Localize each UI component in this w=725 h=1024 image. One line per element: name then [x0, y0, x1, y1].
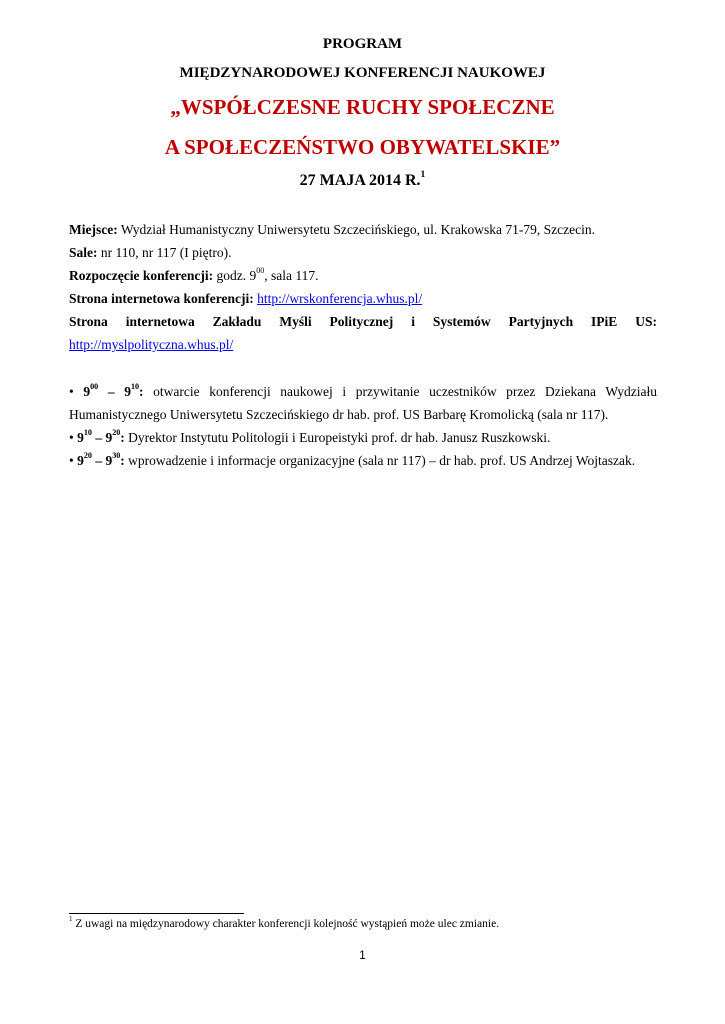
time-hour: 9 [105, 430, 113, 445]
time-hour: 9 [77, 453, 84, 468]
bullet: • [69, 384, 74, 399]
website-label: Strona internetowa konferencji: [69, 291, 254, 306]
time-colon: : [120, 453, 125, 468]
schedule-item-3-text: wprowadzenie i informacje organizacyjne (sala nr 117) – dr hab. prof. US Andrzej Wojtaszak. [124, 453, 636, 468]
rooms-line [69, 241, 657, 264]
start-value-pre: godz. 9 [213, 268, 257, 283]
time-sep: – [98, 384, 125, 399]
time-colon: : [120, 430, 125, 445]
time-minute: 10 [83, 428, 92, 438]
start-value-post: , sala 117. [264, 268, 319, 283]
program-heading: PROGRAM [322, 36, 403, 52]
schedule-item-1-line2: Humanistycznego Uniwersytetu Szczecińskiego dr hab. prof. US Barbarę Kromolicką (sala nr 117). [69, 407, 609, 422]
schedule-item-2-text: Dyrektor Instytutu Politologii i Europeistyki prof. dr hab. Janusz Ruszkowski. [124, 430, 551, 445]
time-hour: 9 [77, 430, 84, 445]
schedule-item-1-time [83, 384, 143, 399]
dept-line [69, 310, 657, 333]
schedule-item-2 [69, 426, 657, 449]
start-line [69, 264, 657, 287]
conference-title-line1: „WSPÓŁCZESNE RUCHY SPOŁECZNE [170, 95, 555, 119]
place-label: Miejsce: [69, 222, 118, 237]
date-text: 27 MAJA 2014 R. [299, 172, 421, 189]
time-colon: : [139, 384, 144, 399]
website-line [69, 287, 657, 310]
info-section [69, 218, 657, 356]
bullet: • [69, 453, 74, 468]
conference-date [0, 169, 725, 190]
rooms-label: Sale: [69, 245, 98, 260]
page-number: 1 [359, 948, 366, 962]
time-minute: 20 [83, 451, 92, 461]
schedule-item-3-time [77, 453, 125, 468]
time-hour: 9 [83, 384, 91, 399]
start-value-sup: 00 [256, 266, 265, 276]
time-hour: 9 [105, 453, 113, 468]
footnote-ref[interactable]: 1 [420, 169, 426, 181]
schedule-item-3 [69, 449, 657, 472]
place-value: Wydział Humanistyczny Uniwersytetu Szczecińskiego, ul. Krakowska 71-79, Szczecin. [117, 222, 596, 237]
dept-link[interactable]: http://myslpolityczna.whus.pl/ [69, 337, 234, 352]
dept-label: Strona internetowa Zakładu Myśli Politycznej i Systemów Partyjnych IPiE US: [69, 314, 657, 329]
conference-title-line2: A SPOŁECZEŃSTWO OBYWATELSKIE” [164, 135, 561, 159]
conference-heading: MIĘDZYNARODOWEJ KONFERENCJI NAUKOWEJ [179, 65, 546, 81]
bullet: • [69, 430, 74, 445]
footnote-divider [69, 913, 244, 914]
schedule-item-1-line1 [69, 380, 657, 403]
footnote-text: Z uwagi na międzynarodowy charakter konferencji kolejność wystąpień może ulec zmianie. [72, 918, 500, 930]
time-minute: 00 [90, 382, 99, 392]
schedule-item-1-text: otwarcie konferencji naukowej i przywitanie uczestników przez Dziekana Wydziału [143, 384, 658, 399]
start-label: Rozpoczęcie konferencji: [69, 268, 214, 283]
time-hour: 9 [124, 384, 131, 399]
time-minute: 10 [130, 382, 140, 392]
website-link[interactable]: http://wrskonferencja.whus.pl/ [257, 291, 423, 306]
time-minute: 20 [112, 428, 121, 438]
time-minute: 30 [112, 451, 121, 461]
schedule-section [69, 380, 657, 472]
dept-url-line [69, 333, 657, 356]
place-line [69, 218, 657, 241]
footnote-marker: 1 [69, 916, 73, 924]
time-sep: – [91, 453, 106, 468]
footnote [69, 918, 499, 930]
time-sep: – [91, 430, 106, 445]
rooms-value: nr 110, nr 117 (I piętro). [97, 245, 232, 260]
schedule-item-2-time [77, 430, 125, 445]
